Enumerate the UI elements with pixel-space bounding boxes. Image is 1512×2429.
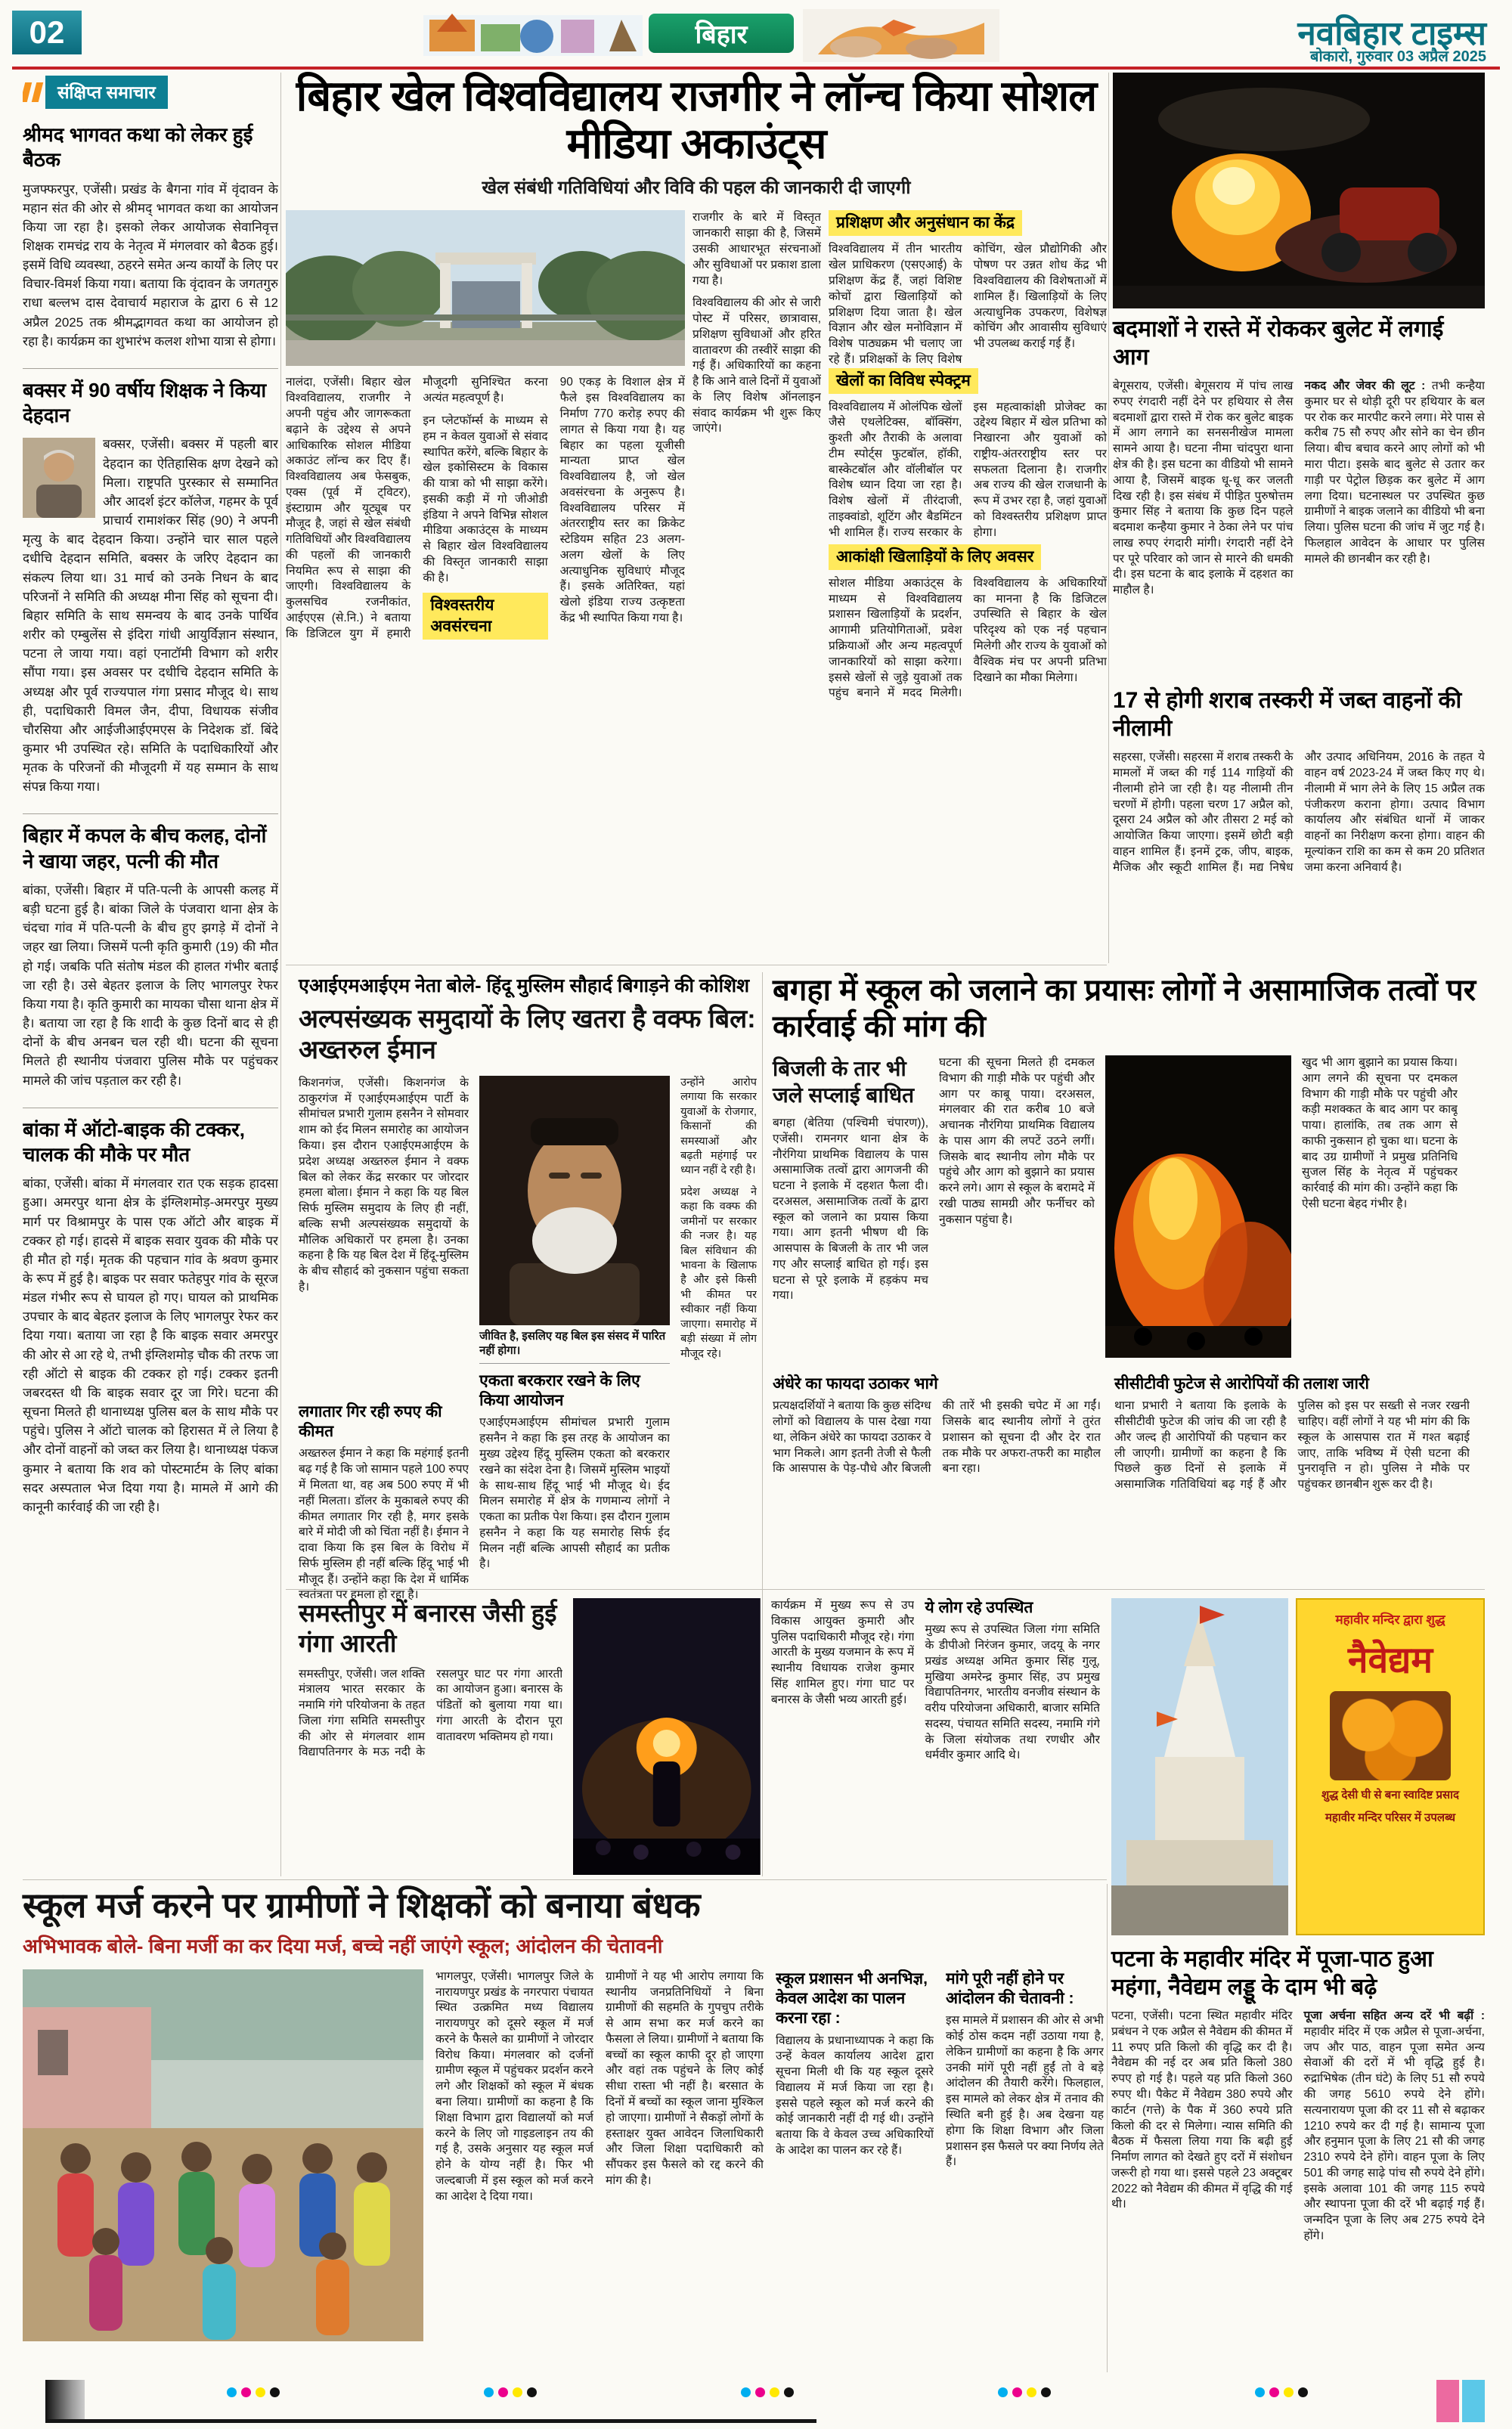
header-art-left	[423, 9, 643, 62]
article-body: अख्तरुल ईमान ने कहा कि महंगाई इतनी बढ़ गई है कि जो सामान पहले 100 रुपए में मिलता था, वह अब 500 रुपए में भी नहीं मिलता। डॉलर के मुकाबले रुपए की कीमत लगातार गिर रही है, मगर इसके बारे में मोदी जी को चिंता नहीं है। ईमान ने दावा किया कि इस बिल के विरोध में सिर्फ मुस्लिम ही नहीं बल्कि हिंदू भाई भी मौजूद हैं। उन्होंने कहा कि देश में धार्मिक स्वतंत्रता पर हमला हो रहा है।	[299, 1447, 469, 1602]
laddu-image	[1330, 1691, 1451, 1780]
bullet-fire-body	[1113, 379, 1485, 675]
lead-headline: बिहार खेल विश्वविद्यालय राजगीर ने लॉन्च किया सोशल मीडिया अकाउंट्स	[296, 72, 1097, 167]
waqf-headline: अल्पसंख्यक समुदायों के लिए खतरा है वक्फ बिल: अख्तरुल ईमान	[299, 1005, 756, 1065]
page-number-text: 02	[29, 14, 65, 50]
lead-side-column	[692, 210, 821, 972]
ganga-aarti-photo	[573, 1598, 761, 1875]
brief-body: मुजफ्फरपुर, एजेंसी। प्रखंड के बैगना गांव में वृंदावन के महान संत की ओर से श्रीमद् भागवत कथा का आयोजन किया जा रहा है। इसको लेकर आयोजक सेवानिवृत्त शिक्षक रामचंद्र राय के नेतृत्व में मंगलवार को बैठक हुई। इसमें वि‍धि व्यवस्था, ठहरने समेत अन्य कार्यों के लिए पर विचार-विमर्श किया गया। बताया कि वृंदावन के जगतगुरु राधा बल्लभ दास देवाचार्य महाराज के द्वारा 6 से 12 अप्रैल 2025 तक श्रीमद्भागवत कथा का आयोजन हो रहा है। कार्यक्रम का शुभारंभ कलश शोभा यात्रा से होगा।	[23, 181, 278, 349]
dateline	[1310, 45, 1486, 66]
attendees-section	[925, 1598, 1100, 1875]
aarti-article	[299, 1598, 1100, 1875]
waqf-col-1	[299, 1076, 469, 1612]
section-banner-text: बिहार	[695, 20, 748, 49]
merge-subhead: अभिभावक बोले- बिना मर्जी का कर दिया मर्ज, बच्चे नहीं जाएंगे स्कूल; आंदोलन की चेतावनी	[23, 1934, 663, 1957]
page-number	[12, 11, 82, 54]
temple-body	[1111, 2009, 1485, 2358]
aarti-cont-column	[771, 1598, 915, 1875]
column-divider	[280, 73, 281, 1876]
article-body: ग्रामीणों ने यह भी आरोप लगाया कि स्थानीय जनप्रतिनिधियों ने बिना ग्रामीणों की सहमति के गुपचुप तरीके से आम सभा कर मर्ज करने का फैसला ले लिया। ग्रामीणों ने बताया कि बच्चों का स्कूल काफी दूर हो जाएगा और वहां तक पहुंचने के लिए कोई सीधा रास्ता भी नहीं है। बरसात के दिनों में बच्चों का स्कूल जाना मुश्किल हो जाएगा। ग्रामीणों ने सैकड़ों लोगों के हस्ताक्षर युक्त आवेदन जिलाधिकारी और जिला शिक्षा पदाधिकारी को सौंपकर इस फैसले को रद्द करने की मांग की है।	[606, 1969, 764, 2187]
article-body: सहरसा, एजेंसी। सहरसा में शराब तस्करी के मामलों में जब्त की गई 114 गाड़ियों की नीलामी होने जा रही है। यह नीलामी तीन चरणों में होगी। पहला चरण 17 अप्रैल को, दूसरा 24 अप्रैल को और तीसरा 2 मई को आयोजित किया जाएगा। इसमें छोटी बड़ी वाहन शामिल हैं। इनमें ट्रक, जीप, बाइक, मैजिक और स्कूटी शामिल हैं। मद्य निषेध और उत्पाद अधिनियम, 2016 के तहत ये वाहन वर्ष 2023-24 में जब्त किए गए थे। नीलामी में भाग लेने के लिए 15 अप्रैल तक पंजीकरण कराना होगा। उत्पाद विभाग कार्यालय और संबंधित थानों में जाकर वाहनों का निरीक्षण करना होगा। वाहन की मूल्यांकन राशि का कम से कम 20 प्रतिशत जमा करना अनिवार्य है।	[1113, 751, 1485, 874]
auction-body	[1113, 750, 1485, 977]
brief-article	[23, 1108, 278, 1534]
section-divider	[23, 1879, 1107, 1880]
print-cyan-patch	[1462, 2380, 1485, 2422]
rupee-subheading: लगातार गिर रही रुपए की कीमत	[299, 1402, 442, 1441]
print-magenta-patch	[1436, 2380, 1459, 2422]
cctv-subheading: सीसीटीवी फुटेज से आरोपियों की तलाश जारी	[1114, 1375, 1369, 1393]
article-body: घटना की सूचना मिलते ही दमकल विभाग की गाड़ी मौके पर पहुंची और आग पर काबू पाया। दरअसल, मंगलवार की रात करीब 10 बजे अचानक नौरंगिया प्राथमिक विद्यालय के पास आग की लपटें उठने लगीं। जिसके बाद स्थानीय लोग मौके पर पहुंचे और आग को बुझाने का प्रयास करने लगे। आग से स्कूल के बरामदे में रखी पाठ्य सामग्री और फर्नीचर को नुकसान पहुंचा है।	[939, 1056, 1095, 1226]
article-body: विश्वविद्यालय में ओलंपिक खेलों जैसे एथलेटिक्स, बॉक्सिंग, कुश्ती और तैराकी के अलावा टीम स्पोर्ट्स फुटबॉल, हॉकी, बास्केटबॉल और वॉलीबॉल पर विशेष ध्यान दिया जा रहा है। विशेष खेलों में तीरंदाजी, ताइक्वांडो, शूटिंग और बैडमिंटन भी शामिल हैं। राज्य सरकार के इस महत्वाकांक्षी प्रोजेक्ट का उद्देश्य बिहार में खेल प्रतिभा को निखारना और युवाओं को राष्ट्रीय-अंतरराष्ट्रीय स्तर पर सफलता दिलाना है। राजगीर अब राज्य की खेल राजधानी के रूप में उभर रहा है, जहां युवाओं को विश्वस्तरीय प्रशिक्षण प्राप्त होगा।	[829, 400, 1107, 539]
article-body: बेगूसराय, एजेंसी। बेगूसराय में पांच लाख रुपए रंगदारी नहीं देने पर हथियार से लैस बदमाशों द्वारा रास्ते में रोक कर बुलेट बाइक में आग लगाने का सनसनीखेज मामला सामने आया है। घटना नीमा चांदपुरा थाना क्षेत्र की है। इस घटना का वीडियो भी सामने आया है, जिसमें बाइक धू-धू कर जलती दिख रही है। इस संबंध में पीड़ित पुरुषोत्तम कुमार सिंह ने बताया कि कुछ दिन पहले बदमाश कन्हैया कुमार ने ठेका लेने पर पांच लाख रुपए रंगदारी मांगी। रंगदारी नहीं देने पर पूरे परिवार को जान से मारने की धमकी दी। इस घटना के बाद इलाके में दहशत का माहौल है।	[1113, 380, 1294, 597]
mahavir-temple-photo	[1111, 1598, 1288, 1935]
unity-subheading: एकता बरकरार रखने के लिए किया आयोजन	[479, 1371, 640, 1410]
inline-subheading: नकद और जेवर की लूट :	[1304, 380, 1426, 393]
article-body: समस्तीपुर, एजेंसी। जल शक्ति मंत्रालय भारत सरकार के नमामि गंगे परियोजना के तहत जिला गंगा समिति समस्तीपुर की ओर से मंगलवार शाम विद्यापतिनगर के मऊ नदी के रसलपुर घाट पर गंगा आरती का आयोजन हुआ। बनारस के पंडितों को बुलाया गया था। गंगा आरती के दौरान पूरा वातावरण भक्तिमय हो गया।	[299, 1667, 563, 1759]
bagaha-col-2	[939, 1055, 1095, 1364]
section-banner	[649, 14, 794, 53]
article-body: भागलपुर, एजेंसी। भागलपुर जिले के नारायणपुर प्रखंड के नगरपारा पंचायत स्थित उत्क्रमित मध्य विद्यालय नारायणपुर को दूसरे स्कूल में मर्ज करने के फैसले का ग्रामीणों ने जोरदार विरोध किया। मंगलवार को दर्जनों ग्रामीण स्कूल में पहुंचकर प्रदर्शन करने लगे और शिक्षकों को स्कूल में बंधक बना लिया। ग्रामीणों का कहना है कि शिक्षा विभाग द्वारा विद्यालयों को मर्ज करने के लिए जो गाइडलाइन तय की गई है, उसके अनुसार यह स्कूल मर्ज होने के योग्य नहीं है। फिर भी जल्दबाजी में इस स्कूल को मर्ज करने का आदेश दे दिया गया।	[435, 1969, 593, 2203]
inline-subheading: पूजा अर्चना सहित अन्य दरें भी बढ़ीं :	[1303, 2009, 1485, 2023]
print-cmyk-dots	[998, 2387, 1055, 2401]
article-body: विद्यालय के प्रधानाध्यापक ने कहा कि उन्हें केवल कार्यालय आदेश द्वारा सूचना मिली थी कि यह स्कूल दूसरे विद्यालय में मर्ज किया जा रहा है। इससे पहले स्कूल को मर्ज करने की कोई जानकारी नहीं दी गई थी। उन्होंने बताया कि वे केवल उच्च अधिकारियों के आदेश का पालन कर रहे हैं।	[776, 2034, 934, 2157]
merge-body-row	[23, 1969, 1107, 2355]
briefs-column	[23, 76, 278, 1878]
print-grayscale-patch	[45, 2380, 85, 2422]
briefs-header	[23, 76, 278, 109]
print-bar	[45, 2419, 816, 2423]
print-cmyk-dots	[741, 2387, 798, 2401]
waqf-col-3	[680, 1076, 757, 1612]
villagers-protest-photo	[23, 1969, 423, 2341]
article-body: मुख्य रूप से उपस्थित जिला गंगा समिति के डीपीओ निरंजन कुमार, जदयू के नगर प्रखंड अध्यक्ष अमित कुमार सिंह गुलू, मुखिया अमरेन्द्र कुमार सिंह, उप प्रमुख विद्यापतिनगर, भारतीय वनजीव संस्थान के वरीय परियोजना अधिकारी, बाजार समिति सदस्य, पंचायत समिति सदस्य, नमामि गंगे के जिला संयोजक तथा रणधीर और धर्मवीर कुमार आदि थे।	[925, 1623, 1100, 1762]
temple-media-row	[1111, 1598, 1485, 1935]
article-body: सोशल मीडिया अकाउंट्स के माध्यम से विश्वविद्यालय प्रशासन खिलाड़ियों के प्रदर्शन, आगामी प्रतियोगिताओं, प्रवेश प्रक्रियाओं और अन्य महत्वपूर्ण जानकारियों को साझा करेगा। इससे खेलों से जुड़े युवाओं तक पहुंच बनाने में मदद मिलेगी। विश्वविद्यालय के अधिकारियों का मानना है कि डिजिटल उपस्थिति से बिहार के खेल परिदृश्य को एक नई पहचान मिलेगी और राज्य के युवाओं को वैश्विक मंच पर अपनी प्रतिभा दिखाने का मौका मिलेगा।	[829, 576, 1107, 700]
naivedyam-ad	[1296, 1598, 1485, 1935]
bullet-fire-headline: बदमाशों ने रास्ते में रोककर बुलेट में लगाई आग	[1113, 317, 1444, 370]
burning-bullet-photo	[1113, 73, 1485, 308]
merge-col-1	[435, 1969, 593, 2355]
brief-body: बक्सर, एजेंसी। बक्सर में पहली बार देहदान का ऐतिहासिक क्षण देखने को मिला। राष्ट्रपति पुरस्कार से सम्मानित और आदर्श इंटर कॉलेज, गहमर के पूर्व प्राचार्य रामाशंकर सिंह (90) ने अपनी मृत्यु के बाद देहदान किया। उन्होंने चार साल पहले दधीचि देहदान समिति, बक्सर के जरिए देहदान का संकल्प लिया था। 31 मार्च को उनके निधन के बाद परिजनों ने समिति की अध्यक्ष मीना सिंह को सूचना दी। बिहार समिति के साथ समन्वय के बाद उनके पार्थिव शरीर को एम्बुलेंस से इंदिरा गांधी आयुर्विज्ञान संस्थान, पटना ले जाया गया। वहां एनाटॉमी विभाग को शरीर सौंपा गया। इस अवसर पर दधीचि देहदान समिति के अध्यक्ष और पूर्व राज्यपाल गंगा प्रसाद मौजूद थे। साथ ही, पदाधिकारी विमल जैन, दीपा, विधायक संजीव चौरसिया और आईजीआईएमएस के निदेशक डॉ. बिंदे कुमार भी उपस्थित रहे। समिति के पदाधिकारियों और मृतक के परिजनों की मौजूदगी में यह सम्मान के साथ संपन्न किया गया।	[23, 437, 278, 795]
subsection-heading: प्रशिक्षण और अनुसंधान का केंद्र	[829, 210, 1022, 236]
ad-line2: शुद्ध देसी घी से बना स्वादिष्ट प्रसाद	[1321, 1789, 1460, 1802]
article-body: किशनगंज, एजेंसी। किशनगंज के ठाकुरगंज में एआईएमआईएम पार्टी के सीमांचल प्रभारी गुलाम हसनैन ने सोमवार शाम को ईद मिलन समारोह का आयोजन किया। इस दौरान एआईएमआईएम के प्रदेश अध्यक्ष अख्तरुल ईमान ने वक्फ बिल को लेकर केंद्र सरकार पर जोरदार हमला बोला। ईमान ने कहा कि यह बिल सिर्फ मुस्लिम समुदाय के लिए ही नहीं, बल्कि सभी अल्पसंख्यक समुदायों के मौलिक अधिकारों पर हमला है। उनका कहना है कि यह बिल देश में हिंदू-मुस्लिम के बीच सौहार्द को नुकसान पहुंचा सकता है।	[299, 1076, 469, 1294]
article-body: विश्वविद्यालय की ओर से जारी पोस्ट में परिसर, छात्रावास, प्रशिक्षण सुविधाओं और हरित वातावरण की तस्वीरें साझा की गई हैं। अधिकारियों का कहना है कि आने वाले दिनों में युवाओं के लिए विशेष ऑनलाइन संवाद कार्यक्रम भी शुरू किए जाएंगे।	[692, 296, 821, 435]
print-cmyk-dots	[1255, 2387, 1312, 2401]
temple-article	[1111, 1598, 1485, 2358]
masthead-text: नवबिहार टाइम्स	[1297, 15, 1486, 52]
article-body: एआईएमआईएम सीमांचल प्रभारी गुलाम हसनैन ने कहा कि इस तरह के आयोजन का मुख्य उद्देश्य हिंदू मुस्लिम एकता को बरकरार रखने का संदेश देना है। जिसमें मुस्लिम भाइयों के साथ-साथ हिंदू भाई भी मौजूद थे। ईद मिलन समारोह में क्षेत्र के गणमान्य लोगों ने एकता का प्रतीक पेश किया। इस दौरान गुलाम हसनैन ने कहा कि यह समारोह सिर्फ ईद मिलन नहीं बल्कि आपसी सौहार्द का प्रतीक है।	[479, 1416, 671, 1571]
bagaha-row-2	[773, 1374, 1485, 1563]
lead-subsections	[829, 210, 1107, 972]
article-body: प्रत्यक्षदर्शियों ने बताया कि कुछ संदिग्ध लोगों को विद्यालय के पास देखा गया था, लेकिन अंधेरे का फायदा उठाकर वे भाग निकले। आग इतनी तेजी से फैली कि आसपास के पेड़-पौधे और बिजली की तारें भी इसकी चपेट में आ गईं। जिसके बाद स्थानीय लोगों ने तुरंत प्रशासन को सूचना दी और देर रात तक मौके पर अफरा-तफरी का माहौल बना रहा।	[773, 1399, 1101, 1476]
temple-headline: पटना के महावीर मंदिर में पूजा-पाठ हुआ महंगा, नैवेद्यम लड्डू के दाम भी बढ़े	[1111, 1947, 1433, 2000]
lead-photo	[286, 210, 685, 366]
power-subheadline: बिजली के तार भी जले सप्लाई बाधित	[773, 1057, 915, 1107]
waqf-body-area	[299, 1076, 757, 1612]
column-divider	[1107, 1884, 1108, 2372]
header-rule	[12, 67, 1500, 70]
dark-subheading: अंधेरे का फायदा उठाकर भागे	[773, 1375, 938, 1393]
admin-subheading: स्कूल प्रशासन भी अनभिज्ञ, केवल आदेश का पालन करना रहा :	[776, 1969, 928, 2028]
article-body: राजगीर के बारे में विस्तृत जानकारी साझा की है, जिसमें उसकी आधारभूत संरचनाओं और सुविधाओं पर प्रकाश डाला गया है।	[692, 211, 821, 287]
article-body: बगहा (बेतिया (पश्चिमी चंपारण)), एजेंसी। रामनगर थाना क्षेत्र के नौरंगिया प्राथमिक विद्यालय के पास असामाजिक तत्वों द्वारा आगजनी की घटना ने इलाके में दहशत फैला दी। दरअसल, असामाजिक तत्वों के द्वारा स्कूल को जलाने का प्रयास किया गया। आग इतनी भीषण थी कि आसपास के बिजली के तार भी जल गए और सप्लाई बाधित हो गई। इस घटना से पूरे इलाके में हड़कंप मच गया।	[773, 1117, 928, 1303]
article-body: खुद भी आग बुझाने का प्रयास किया। आग लगने की सूचना पर दमकल विभाग की गाड़ी मौके पर पहुंची और कड़ी मशक्कत के बाद आग पर काबू पाया। हालांकि, तब तक आग से काफी नुकसान हो चुका था। घटना के बाद उग्र ग्रामीणों ने प्रमुख प्रतिनिधि सुजल सिंह के नेतृत्व में पहुंचकर कार्रवाई की मांग की। उन्होंने कहा कि ऐसी घटना बेहद गंभीर है।	[1302, 1056, 1458, 1210]
article-body: पटना, एजेंसी। पटना स्थित महावीर मंदिर प्रबंधन ने एक अप्रैल से नैवेद्यम की कीमत में 11 रुपए प्रति किलो की वृद्धि कर दी है। नैवेद्यम की नई दर अब प्रति किलो 380 रुपए हो गई है। पहले यह प्रति किलो 360 रुपए थी। पैकेट में नैवेद्यम 380 रुपये और कार्टन (गत्ते) के पैक में 360 रुपये प्रति किलो की दर से मिलेगा। न्यास समिति की बैठक में फैसला लिया गया कि बढ़ी हुई निर्माण लागत को देखते हुए दरों में संशोधन जरूरी हो गया था। इससे पहले 23 अक्टूबर 2022 को नैवेद्यम की कीमत में वृद्धि की गई थी।	[1111, 2009, 1293, 2211]
attendees-heading: ये लोग रहे उपस्थित	[925, 1599, 1033, 1616]
print-cmyk-dots	[227, 2387, 284, 2401]
article-body: थाना प्रभारी ने बताया कि इलाके के सीसीटीवी फुटेज की जांच की जा रही है और जल्द ही आरोपियों की पहचान कर ली जाएगी। ग्रामीणों का कहना है कि पिछले कुछ दिनों से इलाके में असामाजिक गतिविधियां बढ़ गई हैं और पुलिस को इस पर सख्ती से नजर रखनी चाहिए। वहीं लोगों ने यह भी मांग की कि स्कूल के आसपास रात में गश्त बढ़ाई जाए, ताकि भविष्य में ऐसी घटना की पुनरावृत्ति न हो। पुलिस ने मौके पर पहुंचकर छानबीन शुरू कर दी है।	[1114, 1399, 1470, 1492]
subsection-heading: खेलों का विविध स्पेक्ट्रम	[829, 368, 978, 394]
lead-subhead: खेल संबंधी गतिविधियां और विवि की पहल की जानकारी दी जाएगी	[482, 178, 911, 199]
brief-headline: बांका में ऑटो-बाइक की टक्कर, चालक की मौके पर मौत	[23, 1117, 245, 1166]
waqf-article	[299, 972, 757, 1611]
dateline-text: बोकारो, गुरुवार 03 अप्रैल 2025	[1310, 48, 1486, 65]
article-body: प्रदेश अध्यक्ष ने कहा कि वक्फ की जमीनों पर सरकार की नजर है। यह बिल संविधान की भावना के खिलाफ है और इसे किसी भी कीमत पर स्वीकार नहीं किया जाएगा। समारोह में बड़ी संख्या में लोग मौजूद रहे।	[680, 1185, 757, 1360]
print-cmyk-dots	[484, 2387, 541, 2401]
lead-body-area	[286, 210, 1107, 975]
lead-article	[286, 73, 1107, 975]
brief-body: बांका, एजेंसी। बांका में मंगलवार रात एक सड़क हादसा हुआ। अमरपुर थाना क्षेत्र के इंग्लिशमोड़-अमरपुर मुख्य मार्ग पर विश्रामपुर के पास एक ऑटो और बाइक में टक्कर हो गई। हादसे में बाइक सवार युवक की मौके पर ही मौत हो गई। मृतक की पहचान गांव के श्रवण कुमार के रूप में हुई है। बाइक पर सवार फतेहपुर गांव के सूरज मंडल गंभीर रूप से घायल हो गए। घायल को प्राथमिक उपचार के बाद बेहतर इलाज के लिए भागलपुर रेफर कर दिया गया। बताया जा रहा है कि बाइक सवार अमरपुर की ओर से आ रहे थे, तभी इंग्लिशमोड़ चौक की तरफ जा रही ऑटो से बाइक की टक्कर हो गई। टक्कर इतनी जबरदस्त थी कि बाइक सवार दूर जा गिरे। घटना की सूचना मिलते ही थानाध्यक्ष पुलिस बल के साथ मौके पर पहुंचे। पुलिस ने ऑटो चालक को हिरासत में ले लिया है और दोनों वाहनों को जब्त कर लिया है। थानाध्यक्ष पंकज कुमार ने बताया कि शव को पोस्टमार्टम के लिए बांका सदर अस्पताल भेज दिया गया है। मामले में आगे की कानूनी कार्रवाई की जा रही है।	[23, 1176, 278, 1514]
donor-portrait-photo	[23, 438, 95, 518]
school-fire-photo	[1105, 1055, 1291, 1358]
waqf-kicker: एआईएमआईएम नेता बोले- हिंदू मुस्लिम सौहार्द बिगाड़ने की कोशिश	[299, 975, 750, 996]
brief-headline: बिहार में कपल के बीच कलह, दोनों ने खाया जहर, पत्नी की मौत	[23, 824, 267, 872]
ad-title: नैवेद्यम	[1347, 1641, 1433, 1681]
article-body: इन प्लेटफॉर्म्स के माध्यम से हम न केवल युवाओं से संवाद स्थापित करेंगे, बल्कि बिहार के खेल इकोसिस्टम के विकास की यात्रा को भी साझा करेंगे। इसकी कड़ी में गो जीओडी इंडिया ने अपने विभिन्न सोशल मीडिया अकाउंट्स के माध्यम से बिहार खेल विश्वविद्यालय की विस्तृत जानकारी साझा की है।	[423, 414, 548, 584]
article-body	[1304, 2009, 1486, 2244]
merge-col-4	[946, 1969, 1104, 2355]
waqf-col-2	[479, 1076, 670, 1612]
brief-article	[23, 113, 278, 369]
subsection-heading: आकांक्षी खिलाड़ियों के लिए अवसर	[829, 544, 1041, 570]
briefs-accent-icon	[23, 82, 32, 102]
merge-col-3	[776, 1969, 934, 2355]
dark-section	[773, 1374, 1101, 1563]
aarti-headline: समस्तीपुर में बनारस जैसी हुई गंगा आरती	[299, 1599, 557, 1658]
cctv-section	[1114, 1374, 1470, 1563]
bagaha-col-1	[773, 1055, 928, 1364]
brief-body: बांका, एजेंसी। बिहार में पति-पत्नी के आपसी कलह में बड़ी घटना हुई है। बांका जिले के पंजवारा थाना क्षेत्र के चंदचा गांव में पति-पत्नी के बीच हुए झगड़े में दोनों ने जहर खा लिया। जिसमें पत्नी कृति कुमारी (19) की मौत हो गई। जबकि पति संतोष मंडल की हालत गंभीर बताई जा रही है। उसे बेहतर इलाज के लिए भागलपुर रेफर किया गया है। कृति कुमारी का मायका चौसा थाना क्षेत्र में है। बताया जा रहा है कि शादी के कुछ दिनों बाद से ही दोनों के बीच अनबन चल रही थी। घटना की सूचना मिलते ही स्थानीय पंजवारा पुलिस मौके पर पहुंचकर मामले की जांच पड़ताल कर रही है।	[23, 882, 278, 1088]
merge-headline: स्कूल मर्ज करने पर ग्रामीणों ने शिक्षकों को बनाया बंधक	[23, 1885, 701, 1925]
bagaha-col-4	[1302, 1055, 1458, 1364]
akhtarul-iman-photo	[479, 1076, 670, 1325]
merge-article	[23, 1885, 1107, 2355]
subsection-heading: विश्वस्तरीय अवसंरचना	[423, 593, 547, 640]
article-body: कार्यक्रम में मुख्य रूप से उप विकास आयुक्त कुमारी और पुलिस पदाधिकारी मौजूद रहे। गंगा आरती के मुख्य यजमान के रूप में स्थानीय विधायक राजेश कुमार सिंह शामिल हुए। गंगा घाट पर बनारस के जैसी भव्य आरती हुई।	[770, 1599, 915, 1706]
brief-headline: बक्सर में 90 वर्षीय शिक्षक ने किया देहदान	[23, 378, 267, 427]
brief-headline: श्रीमद भागवत कथा को लेकर हुई बैठक	[23, 123, 253, 172]
article-body: 90 एकड़ के विशाल क्षेत्र में फैले इस विश्वविद्यालय का निर्माण 770 करोड़ रुपए की लागत से किया गया है। यह बिहार का पहला यूजीसी मान्यता प्राप्त खेल विश्वविद्यालय है, जो खेल अवसंरचना के अनुरूप है। विश्वविद्यालय परिसर में अंतरराष्ट्रीय स्तर का क्रिकेट स्टेडियम सहित 23 अलग-अलग खेलों के लिए अत्याधुनिक सुविधाएं मौजूद हैं। इसके अतिरिक्त, यहां खेलो इंडिया राज्य उत्कृष्टता केंद्र भी स्थापित किया गया है।	[559, 376, 685, 624]
photo-caption: जीवित है, इसलिए यह बिल इस संसद में पारित नहीं होगा।	[479, 1329, 670, 1364]
article-body: उन्होंने आरोप लगाया कि सरकार युवाओं के रोजगार, किसानों की समस्याओं और बढ़ती महंगाई पर ध्यान नहीं दे रही है।	[680, 1076, 757, 1177]
ad-line3: महावीर मन्दिर परिसर में उपलब्ध	[1325, 1811, 1456, 1825]
article-body: नालंदा, एजेंसी। बिहार खेल विश्वविद्यालय, राजगीर ने अपनी पहुंच और जागरूकता बढ़ाने के उद्देश्य से अपने आधिकारिक सोशल मीडिया अकाउंट लॉन्च कर दिए हैं। विश्वविद्यालय अब फेसबुक, एक्स (पूर्व में ट्विटर), इंस्टाग्राम और यूट्यूब पर मौजूद है, जहां से खेल संबंधी गतिविधियों और विश्वविद्यालय की पहलों की जानकारी नियमित रूप से साझा की जाएगी। विश्वविद्यालय के कुलसचिव रजनीकांत, आईएएस (से.नि.) ने बताया कि डिजिटल युग में हमारी मौजूदगी सुनिश्चित करना अत्यंत महत्वपूर्ण है।	[286, 376, 548, 640]
article-body: विश्वविद्यालय में तीन भारतीय खेल प्राधिकरण (एसएआई) के प्रशिक्षण केंद्र हैं, जहां विशिष्ट कोचों द्वारा खिलाड़ियों को प्रशिक्षण दिया जाता है। खेल विज्ञान और खेल मनोविज्ञान में विशेष पाठ्यक्रम भी चलाए जा रहे हैं। प्रशिक्षकों के लिए विशेष कोचिंग, खेल प्रौद्योगिकी और पोषण पर उन्नत शोध केंद्र भी विश्वविद्यालय की विशेषताओं में शामिल हैं। खिलाड़ियों के लिए अत्याधुनिक उपकरण, विशेषज्ञ कोचिंग और आवासीय सुविधाएं भी उपलब्ध कराई गई हैं।	[829, 243, 1107, 366]
brief-article	[23, 369, 278, 815]
briefs-accent-icon	[32, 82, 43, 102]
article-body-text: तभी कन्हैया कुमार घर से थोड़ी दूरी पर हथियार के बल पर रोक कर मारपीट करने लगा। मेरे पास से करीब 75 सौ रुपए और सोने का चेन छीन लिया। बीच बचाव करने आए लोगों को भी मारा पीटा। इसके बाद बुलेट से उतार कर गाड़ी पर पेट्रोल छिड़क कर बुलेट में आग लगा दिया। घटनास्थल पर उपस्थित कुछ ग्रामीणों ने बाइक जलाने का वीडियो भी बना लिया। पुलिस घटना की जांच में जुट गई है। फिलहाल आवेदन के आधार पर पुलिस मामले की छानबीन कर रही है।	[1304, 380, 1485, 565]
article-body-text: महावीर मंदिर में एक अप्रैल से पूजा-अर्चना, जप और पाठ, वाहन पूजा समेत अन्य सेवाओं की दरों में भी वृद्धि हुई है। रुद्राभिषेक (तीन घंटे) के लिए 51 सौ रुपये की जगह 5610 रुपये देने होंगे। सत्यनारायण पूजा की दर 11 सौ से बढ़ाकर 1210 रुपये कर दी गई है। सामान्य पूजा और हनुमान पूजा के लिए 21 सौ की जगह 2310 रुपये देने होंगे। वाहन पूजा के लिए 501 की जगह साढ़े पांच सौ रुपये देने होंगे। इसके अलावा 101 की जगह 115 रुपये और स्थापना पूजा की दरें भी बढ़ाई गई हैं। जन्मदिन पूजा के लिए अब 275 रुपये देने होंगे।	[1303, 2025, 1485, 2242]
header-art-right	[803, 9, 999, 62]
article-body	[1305, 379, 1486, 567]
aarti-row	[299, 1598, 1100, 1875]
column-divider	[1108, 73, 1109, 963]
briefs-title: संक्षिप्त समाचार	[45, 76, 168, 109]
ad-line1: महावीर मन्दिर द्वारा शुद्ध	[1335, 1613, 1445, 1627]
merge-col-2	[606, 1969, 764, 2355]
bagaha-headline: बगहा में स्कूल को जलाने का प्रयासः लोगों ने असामाजिक तत्वों पर कार्रवाई की मांग की	[773, 974, 1476, 1043]
bagaha-article	[773, 972, 1485, 1563]
lead-main-text	[286, 375, 685, 972]
auction-headline: 17 से होगी शराब तस्करी में जब्त वाहनों की नीलामी	[1113, 688, 1462, 741]
warning-subheading: मांगे पूरी नहीं होने पर आंदोलन की चेतावनी :	[946, 1969, 1074, 2008]
article-body: इस मामले में प्रशासन की ओर से अभी कोई ठोस कदम नहीं उठाया गया है, लेकिन ग्रामीणों का कहना है कि अगर उनकी मांगें पूरी नहीं हुईं तो वे बड़े आंदोलन की तैयारी करेंगे। फिलहाल, इस मामले को लेकर क्षेत्र में तनाव की स्थिति बनी हुई है। अब देखना यह होगा कि शिक्षा विभाग और जिला प्रशासन इस फैसले पर क्या निर्णय लेते हैं।	[946, 2014, 1104, 2169]
brief-article	[23, 814, 278, 1108]
right-rail	[1113, 73, 1485, 977]
bagaha-row-1	[773, 1055, 1485, 1364]
aarti-left	[299, 1598, 562, 1875]
